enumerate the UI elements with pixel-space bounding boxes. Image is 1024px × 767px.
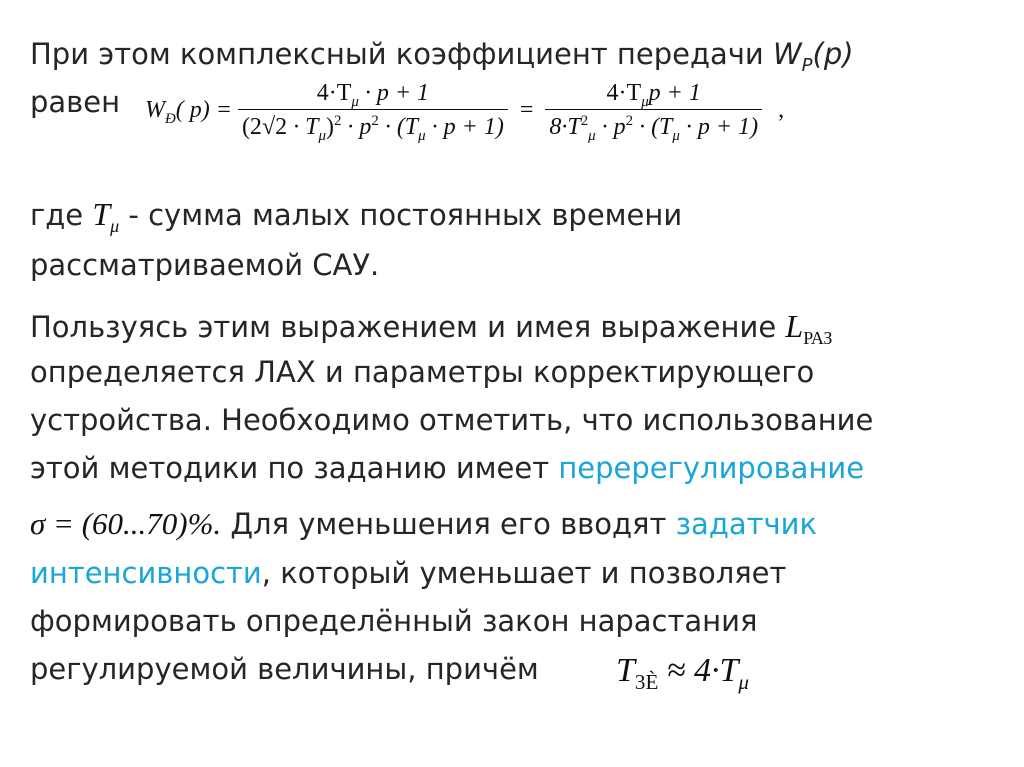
formula-lhs-W: W: [145, 97, 165, 123]
formula-fraction-2: [545, 80, 762, 144]
sigma-formula: σ = (60...70)%.: [30, 506, 222, 541]
l-raz-symbol: L: [785, 308, 804, 344]
tz-formula: [616, 652, 750, 694]
body-text-4: этой методики по заданию имеет: [30, 451, 559, 485]
body-text-7: формировать определённый закон нарастания: [30, 604, 758, 638]
intro-line-1: [30, 36, 854, 76]
definition-line-1: [30, 196, 683, 236]
body-line-5: [30, 506, 817, 542]
body-line-1: [30, 308, 833, 348]
body-text-2: определяется ЛАХ и параметры корректирующего: [30, 355, 815, 389]
fraction-2-numerator: $4\cdot T_\mu p + 1$: [606, 80, 701, 110]
body-text-3: устройства. Необходимо отметить, что использование: [30, 403, 874, 437]
definition-text: где: [30, 198, 93, 232]
formula-fraction-1: [238, 80, 508, 144]
transfer-function-formula: [145, 80, 785, 144]
tz-relation: ≈ 4·T: [658, 652, 739, 689]
overshoot-link[interactable]: перерегулирование: [558, 451, 865, 485]
fraction-1-denominator: $(2√2 \cdot T_\mu)^2 \cdot p^2 \cdot (T_\mu \cdot p + 1)$: [238, 109, 508, 141]
t-mu-symbol: T: [92, 196, 111, 232]
body-text-6: , который уменьшает и позволяет: [261, 556, 787, 590]
formula-lhs-arg: ( p) =: [175, 97, 232, 123]
fraction-1-numerator: $4\cdot T_\mu \cdot p + 1$: [316, 80, 430, 110]
fraction-2-denominator: $8\cdot T^2_\mu \cdot p^2 \cdot (T_\mu \cdot p + 1)$: [545, 109, 762, 141]
body-text-1: Пользуясь этим выражением и имея выражение: [30, 310, 786, 344]
formula-equals: =: [519, 97, 534, 123]
body-line-8: [30, 651, 539, 687]
formula-lhs-sub: Ð: [165, 110, 176, 127]
definition-text-2: - сумма малых постоянных времени: [119, 198, 683, 232]
l-raz-subscript: РАЗ: [803, 327, 833, 348]
intro-text-2: равен: [30, 85, 121, 119]
setpoint-link-part2[interactable]: интенсивности: [30, 556, 262, 590]
tz-symbol: T: [616, 652, 635, 689]
body-line-2: [30, 354, 814, 390]
body-text-8: регулируемой величины, причём: [30, 652, 539, 686]
body-line-3: [30, 402, 873, 438]
body-line-6: [30, 555, 786, 591]
tz-subscript-mu: μ: [738, 669, 750, 694]
transfer-subscript: P: [801, 54, 813, 76]
intro-text: При этом комплексный коэффициент передачи: [30, 37, 773, 71]
body-line-7: [30, 603, 757, 639]
tz-subscript: 3È: [634, 669, 659, 694]
intro-line-2: [30, 84, 120, 120]
t-mu-subscript: μ: [110, 215, 120, 236]
body-text-5: Для уменьшения его вводят: [221, 507, 676, 541]
transfer-arg: (p): [812, 37, 854, 71]
definition-line-2: [30, 247, 379, 283]
formula-comma: ,: [778, 97, 785, 123]
transfer-symbol: W: [772, 37, 802, 71]
definition-text-3: рассматриваемой САУ.: [30, 248, 380, 282]
setpoint-link-part1[interactable]: задатчик: [675, 507, 818, 541]
body-line-4: [30, 450, 864, 486]
